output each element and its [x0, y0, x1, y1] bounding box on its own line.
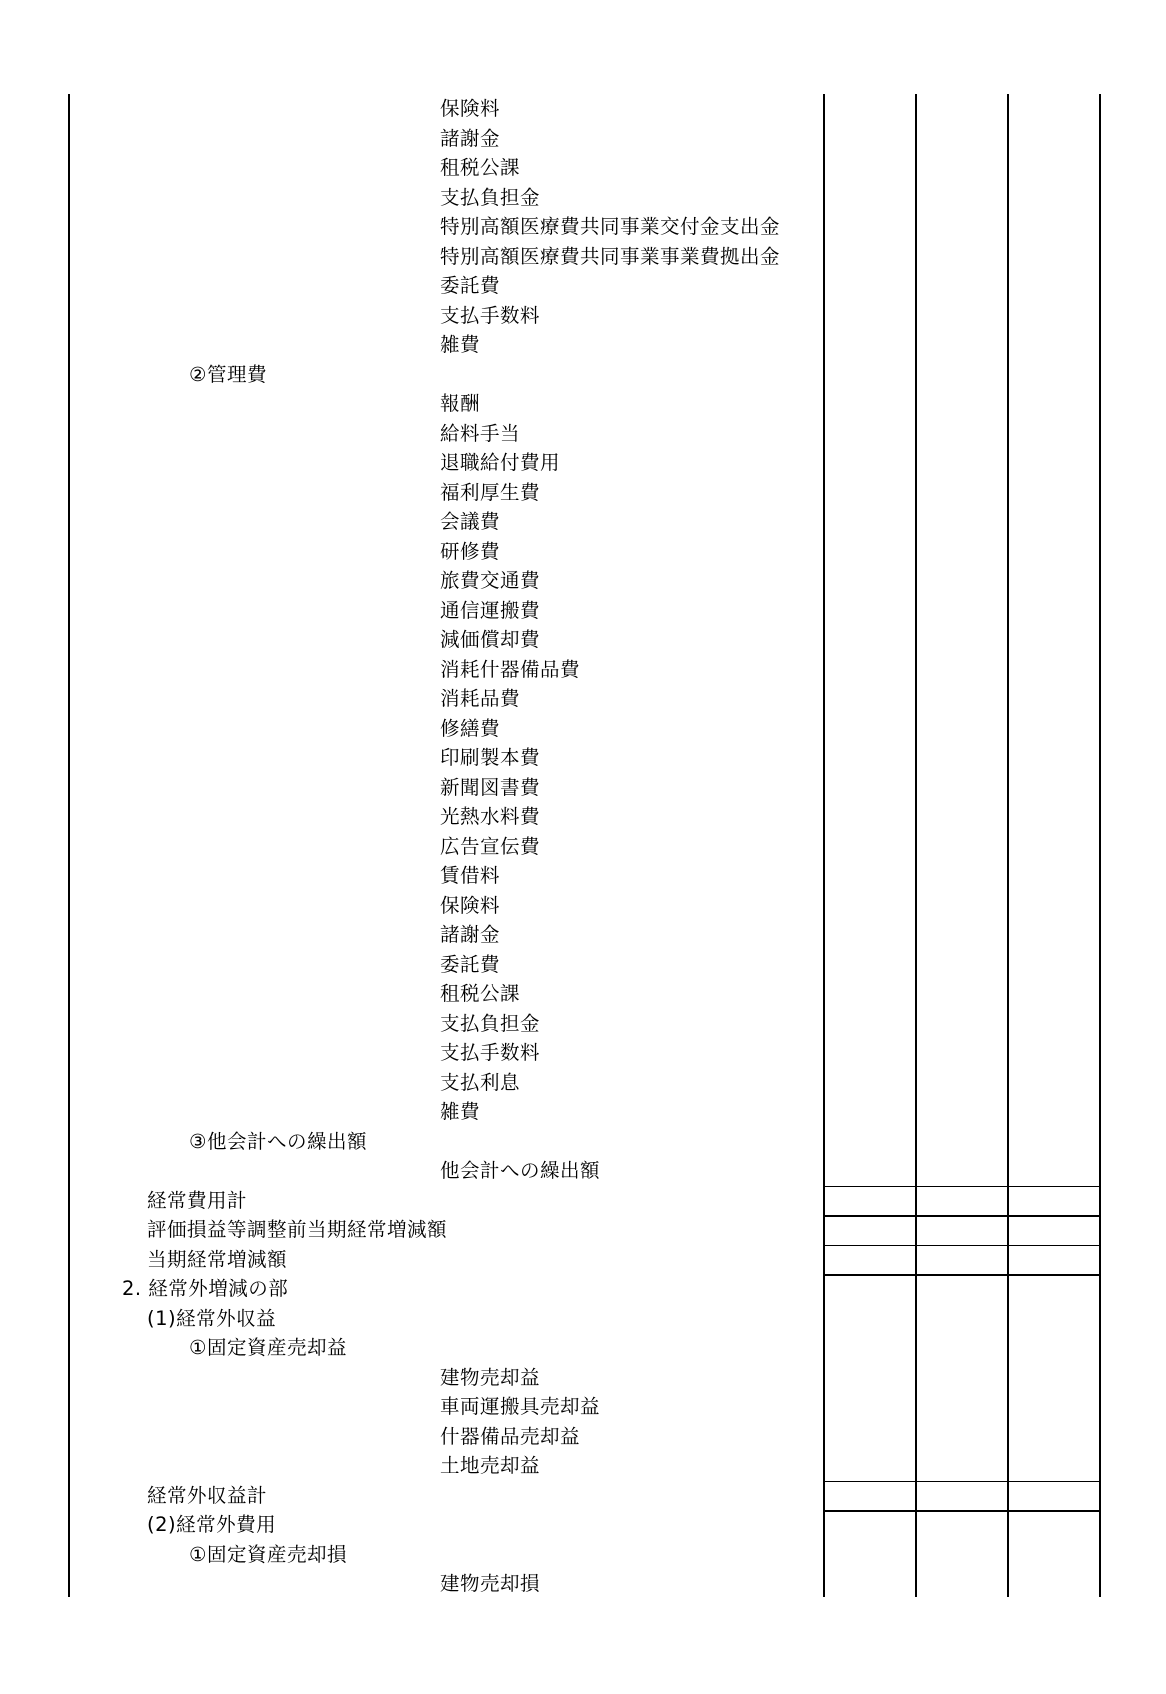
- table-row: [0, 1274, 1166, 1304]
- amount-row-rule: [823, 1274, 1101, 1276]
- account-label-item: 委託費: [440, 952, 501, 976]
- account-label-item: 減価償却費: [440, 628, 541, 651]
- account-label-item: 広告宣伝費: [440, 834, 541, 858]
- account-label-item: 諸謝金: [440, 126, 501, 150]
- table-row: [0, 625, 1166, 655]
- table-row: [0, 655, 1166, 685]
- account-label-subtotal: (1)経常外収益: [147, 1306, 277, 1330]
- table-row: [0, 861, 1166, 891]
- account-label-item: 保険料: [440, 97, 501, 120]
- amount-row-rule: [823, 1481, 1101, 1483]
- account-label-item: 保険料: [440, 893, 501, 917]
- account-label-subtotal: (2)経常外費用: [147, 1513, 277, 1536]
- account-label-item: 支払手数料: [440, 303, 541, 327]
- account-label-item: 研修費: [440, 539, 501, 563]
- table-row: [0, 478, 1166, 508]
- account-label-item: 光熱水料費: [440, 805, 541, 828]
- account-label-item: 支払手数料: [440, 1041, 541, 1064]
- table-row: [0, 1333, 1166, 1363]
- table-row: [0, 212, 1166, 242]
- amount-row-rule: [823, 1215, 1101, 1217]
- account-label-item: 消耗什器備品費: [440, 657, 581, 681]
- table-row: [0, 1392, 1166, 1422]
- account-label-item: 特別高額医療費共同事業事業費拠出金: [440, 244, 781, 268]
- table-row: [0, 301, 1166, 331]
- table-row: [0, 920, 1166, 950]
- table-row: [0, 979, 1166, 1009]
- table-row: [0, 1156, 1166, 1186]
- account-label-item: 報酬: [440, 392, 481, 415]
- table-row: [0, 950, 1166, 980]
- table-row: [0, 330, 1166, 360]
- table-row: [0, 1304, 1166, 1334]
- table-row: [0, 1097, 1166, 1127]
- table-row: [0, 832, 1166, 862]
- account-label-item: 車両運搬具売却益: [440, 1395, 601, 1418]
- account-label-item: 土地売却益: [440, 1454, 541, 1477]
- amount-row-rule: [823, 1186, 1101, 1188]
- account-label-item: 会議費: [440, 510, 501, 533]
- table-row: [0, 1009, 1166, 1039]
- account-label-item: 給料手当: [440, 421, 521, 445]
- table-row: [0, 153, 1166, 183]
- table-row: [0, 1540, 1166, 1570]
- account-label-item: 支払利息: [440, 1070, 521, 1094]
- account-label-item: 什器備品売却益: [440, 1424, 581, 1448]
- table-row: [0, 94, 1166, 124]
- account-label-item: 新聞図書費: [440, 775, 541, 799]
- account-label-item: 旅費交通費: [440, 569, 541, 592]
- amount-row-rule: [823, 1245, 1101, 1247]
- account-label-subtotal: 経常外収益計: [147, 1483, 268, 1507]
- account-label-item: 退職給付費用: [440, 451, 561, 474]
- table-row: [0, 802, 1166, 832]
- amount-column-line: [823, 94, 825, 1597]
- table-row: [0, 891, 1166, 921]
- table-row: [0, 389, 1166, 419]
- account-label-item: 特別高額医療費共同事業交付金支出金: [440, 215, 781, 238]
- table-row: [0, 537, 1166, 567]
- table-row: [0, 1451, 1166, 1481]
- account-label-item: 諸謝金: [440, 923, 501, 946]
- table-row: [0, 1422, 1166, 1452]
- account-label-item: 賃借料: [440, 864, 501, 887]
- account-label-item: 支払負担金: [440, 1011, 541, 1035]
- table-left-border: [68, 94, 70, 1597]
- account-label-item: 他会計への繰出額: [440, 1159, 601, 1182]
- account-label-item: 建物売却益: [440, 1365, 541, 1389]
- table-row: [0, 1363, 1166, 1393]
- account-label-item: 委託費: [440, 274, 501, 297]
- amount-column-line: [1099, 94, 1101, 1597]
- account-label-item: 印刷製本費: [440, 746, 541, 769]
- table-row: [0, 714, 1166, 744]
- account-label-item: 通信運搬費: [440, 598, 541, 622]
- table-row: [0, 242, 1166, 272]
- amount-row-rule: [823, 1510, 1101, 1512]
- account-label-item: 租税公課: [440, 982, 521, 1005]
- table-row: [0, 360, 1166, 390]
- account-label-category: ②管理費: [189, 362, 267, 386]
- table-row: [0, 1215, 1166, 1245]
- account-label-category: ①固定資産売却益: [189, 1336, 347, 1359]
- table-row: [0, 1481, 1166, 1511]
- table-row: [0, 684, 1166, 714]
- amount-column-line: [915, 94, 917, 1597]
- account-label-item: 雑費: [440, 1100, 481, 1123]
- account-label-item: 消耗品費: [440, 687, 521, 710]
- table-row: [0, 448, 1166, 478]
- table-row: [0, 773, 1166, 803]
- account-label-subtotal: 当期経常増減額: [147, 1247, 288, 1271]
- account-label-item: 建物売却損: [440, 1572, 541, 1595]
- table-row: [0, 271, 1166, 301]
- amount-column-line: [1007, 94, 1009, 1597]
- table-row: [0, 596, 1166, 626]
- table-row: [0, 419, 1166, 449]
- table-row: [0, 566, 1166, 596]
- table-row: [0, 1245, 1166, 1275]
- account-label-category: ①固定資産売却損: [189, 1542, 347, 1566]
- account-label-section: 2. 経常外増減の部: [122, 1277, 289, 1300]
- table-row: [0, 183, 1166, 213]
- account-label-item: 支払負担金: [440, 185, 541, 209]
- account-label-subtotal: 評価損益等調整前当期経常増減額: [147, 1218, 448, 1241]
- account-label-item: 福利厚生費: [440, 480, 541, 504]
- account-label-item: 雑費: [440, 333, 481, 356]
- table-row: [0, 1068, 1166, 1098]
- table-row: [0, 743, 1166, 773]
- table-row: [0, 1186, 1166, 1216]
- table-row: [0, 1510, 1166, 1540]
- table-row: [0, 507, 1166, 537]
- table-row: [0, 1569, 1166, 1599]
- table-row: [0, 1127, 1166, 1157]
- account-label-subtotal: 経常費用計: [147, 1188, 248, 1212]
- table-row: [0, 1038, 1166, 1068]
- account-label-item: 租税公課: [440, 156, 521, 179]
- table-row: [0, 124, 1166, 154]
- account-label-item: 修繕費: [440, 716, 501, 740]
- account-label-category: ③他会計への繰出額: [189, 1129, 367, 1153]
